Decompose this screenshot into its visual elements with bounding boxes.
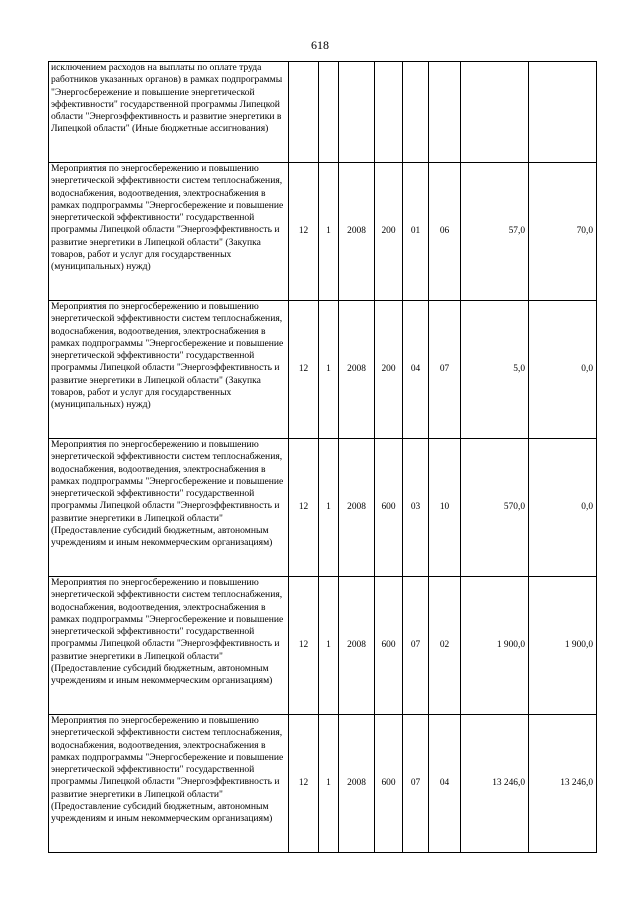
page-number: 618 [311, 38, 329, 52]
subprogram-code-cell: 1 [319, 577, 339, 715]
expense-type-cell: 600 [375, 577, 403, 715]
program-code-cell: 12 [289, 439, 319, 577]
amount-year1-cell: 570,0 [461, 439, 529, 577]
expense-type-cell [375, 62, 403, 163]
amount-year2-cell: 0,0 [529, 439, 597, 577]
table-row [49, 301, 597, 439]
program-code-cell: 12 [289, 301, 319, 439]
expense-type-cell: 200 [375, 163, 403, 301]
target-item-cell: 2008 [339, 577, 375, 715]
amount-year1-cell: 5,0 [461, 301, 529, 439]
table-row [49, 163, 597, 301]
subsection-cell: 10 [429, 439, 461, 577]
target-item-cell: 2008 [339, 163, 375, 301]
row-description: Мероприятия по энергосбережению и повышению энергетической эффективности систем теплоснабжения, водоснабжения, водоотведения, электроснабжения в рамках подпрограммы "Энергосбережение и повышение энергетической эффективности" государственной программы Липецкой области "Энергоэффективность и развитие энергетики в Липецкой области" (Предоставление субсидий бюджетным, автономным учреждениям и иным некоммерческим организациям) [49, 577, 289, 715]
section-cell [403, 62, 429, 163]
amount-year1-cell: 57,0 [461, 163, 529, 301]
subprogram-code-cell: 1 [319, 301, 339, 439]
subsection-cell [429, 62, 461, 163]
subprogram-code-cell: 1 [319, 163, 339, 301]
section-cell: 04 [403, 301, 429, 439]
target-item-cell [339, 62, 375, 163]
amount-year2-cell: 13 246,0 [529, 715, 597, 853]
subsection-cell: 04 [429, 715, 461, 853]
table-row [49, 577, 597, 715]
amount-year1-cell [461, 62, 529, 163]
program-code-cell: 12 [289, 163, 319, 301]
table-row [49, 439, 597, 577]
subsection-cell: 06 [429, 163, 461, 301]
target-item-cell: 2008 [339, 439, 375, 577]
amount-year1-cell: 13 246,0 [461, 715, 529, 853]
amount-year2-cell: 1 900,0 [529, 577, 597, 715]
amount-year1-cell: 1 900,0 [461, 577, 529, 715]
section-cell: 07 [403, 577, 429, 715]
expense-type-cell: 600 [375, 715, 403, 853]
subprogram-code-cell: 1 [319, 715, 339, 853]
expense-type-cell: 600 [375, 439, 403, 577]
section-cell: 03 [403, 439, 429, 577]
section-cell: 07 [403, 715, 429, 853]
section-cell: 01 [403, 163, 429, 301]
row-description: Мероприятия по энергосбережению и повышению энергетической эффективности систем теплоснабжения, водоснабжения, водоотведения, электроснабжения в рамках подпрограммы "Энергосбережение и повышение энергетической эффективности" государственной программы Липецкой области "Энергоэффективность и развитие энергетики в Липецкой области" (Предоставление субсидий бюджетным, автономным учреждениям и иным некоммерческим организациям) [49, 715, 289, 853]
table-row [49, 62, 597, 163]
program-code-cell [289, 62, 319, 163]
expense-type-cell: 200 [375, 301, 403, 439]
subprogram-code-cell: 1 [319, 439, 339, 577]
program-code-cell: 12 [289, 715, 319, 853]
table-row [49, 715, 597, 853]
row-description: исключением расходов на выплаты по оплате труда работников указанных органов) в рамках подпрограммы "Энергосбережение и повышение энергетической эффективности" государственной программы Липецкой области "Энергоэффективность и развитие энергетики в Липецкой области" (Иные бюджетные ассигнования) [49, 62, 289, 163]
budget-table [48, 61, 597, 853]
subsection-cell: 07 [429, 301, 461, 439]
row-description: Мероприятия по энергосбережению и повышению энергетической эффективности систем теплоснабжения, водоснабжения, водоотведения, электроснабжения в рамках подпрограммы "Энергосбережение и повышение энергетической эффективности" государственной программы Липецкой области "Энергоэффективность и развитие энергетики в Липецкой области" (Закупка товаров, работ и услуг для государственных (муниципальных) нужд) [49, 163, 289, 301]
row-description: Мероприятия по энергосбережению и повышению энергетической эффективности систем теплоснабжения, водоснабжения, водоотведения, электроснабжения в рамках подпрограммы "Энергосбережение и повышение энергетической эффективности" государственной программы Липецкой области "Энергоэффективность и развитие энергетики в Липецкой области" (Закупка товаров, работ и услуг для государственных (муниципальных) нужд) [49, 301, 289, 439]
program-code-cell: 12 [289, 577, 319, 715]
target-item-cell: 2008 [339, 301, 375, 439]
subprogram-code-cell [319, 62, 339, 163]
row-description: Мероприятия по энергосбережению и повышению энергетической эффективности систем теплоснабжения, водоснабжения, водоотведения, электроснабжения в рамках подпрограммы "Энергосбережение и повышение энергетической эффективности" государственной программы Липецкой области "Энергоэффективность и развитие энергетики в Липецкой области" (Предоставление субсидий бюджетным, автономным учреждениям и иным некоммерческим организациям) [49, 439, 289, 577]
amount-year2-cell [529, 62, 597, 163]
subsection-cell: 02 [429, 577, 461, 715]
target-item-cell: 2008 [339, 715, 375, 853]
amount-year2-cell: 0,0 [529, 301, 597, 439]
amount-year2-cell: 70,0 [529, 163, 597, 301]
